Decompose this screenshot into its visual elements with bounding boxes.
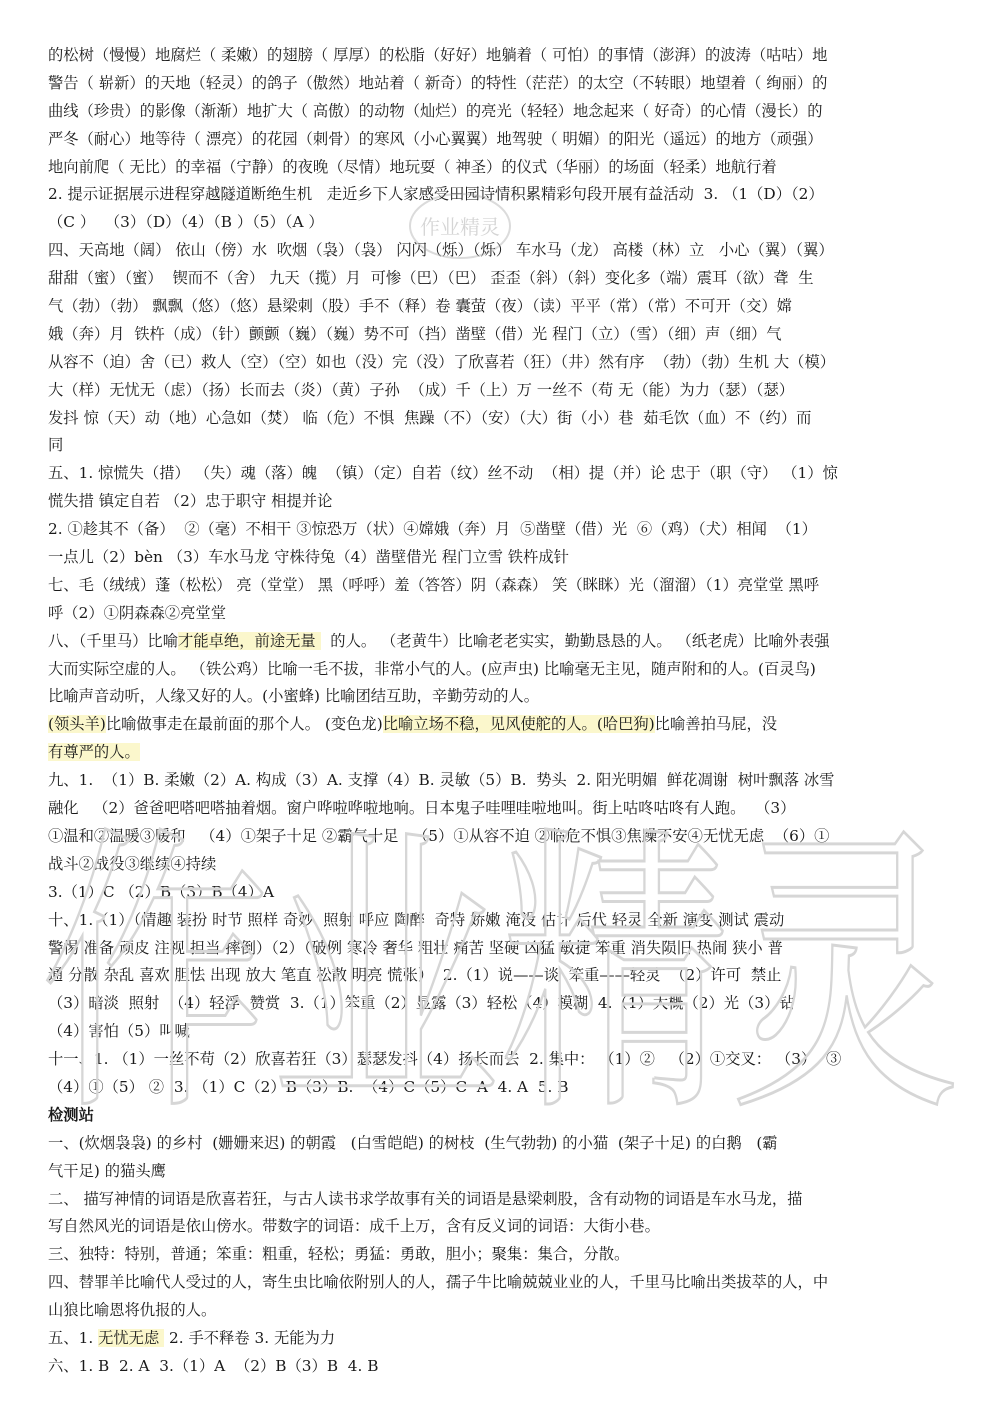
- text-line: [48, 349, 960, 377]
- text-line: [48, 405, 960, 433]
- text-segment: 大而实际空虚的人。 （铁公鸡）比喻一毛不拔，非常小气的人。(应声虫) 比喻毫无主见，随声附和的人。(百灵鸟): [48, 659, 816, 678]
- text-line: [48, 1213, 960, 1241]
- text-segment: 六、1. B 2. A 3.（1）A （2）B（3）B 4. B: [48, 1356, 379, 1375]
- text-segment: 气（勃）（勃） 飘飘（悠）（悠）悬梁刺（股）手不（释）卷 囊萤（夜）（读）平平（常）（常）不可开（交）嫦: [48, 297, 792, 316]
- text-segment: 气干足) 的猫头鹰: [48, 1161, 166, 1180]
- text-segment: 战斗②战役③继续④持续: [48, 854, 217, 873]
- text-line: [48, 1074, 960, 1102]
- text-line: [48, 990, 960, 1018]
- text-segment: 八、（千里马）比喻: [48, 631, 179, 650]
- text-line: [48, 1018, 960, 1046]
- text-segment: 2. 手不释卷 3. 无能为力: [164, 1328, 336, 1347]
- text-line: [48, 154, 960, 182]
- text-segment: 大（样）无忧无（虑）（扬）长而去（炎）（黄）子孙 （成）千（上）万 一丝不（苟 无（能）为力（瑟）（瑟）: [48, 380, 795, 399]
- text-segment: 曲线（珍贵）的影像（渐渐）地扩大（ 高傲）的动物（灿烂）的亮光（轻轻）地念起来（ 好奇）的心情（漫长）的: [48, 101, 823, 120]
- text-segment: （4）①（5） ② 3. （1）C（2）B（3）B. （4）C（5）C A 4. A 5. B: [48, 1077, 569, 1096]
- text-line: [48, 572, 960, 600]
- text-line: [48, 516, 960, 544]
- text-line: [48, 293, 960, 321]
- text-segment: 甜甜（蜜）（蜜） 锲而不（舍） 九天（揽）月 可惨（巴）（巴） 歪歪（斜）（斜）变化多（端）震耳（欲）聋 生: [48, 269, 814, 288]
- text-line: [48, 1186, 960, 1214]
- highlighted-text: 无忧无虑: [98, 1328, 165, 1347]
- text-line: [48, 962, 960, 990]
- text-segment: 的人。 （老黄牛）比喻老老实实，勤勤恳恳的人。 （纸老虎）比喻外表强: [320, 631, 830, 650]
- text-segment: 写自然风光的词语是依山傍水。带数字的词语：成千上万，含有反义词的词语：大街小巷。: [48, 1217, 660, 1236]
- text-segment: 五、1. 惊慌失（措） （失）魂（落）魄 （镇）（定）自若（纹）丝不动 （相）提（并）论 忠于（职（守） （1）惊: [48, 464, 838, 483]
- text-segment: 3.（1）C （2）B（3）B（4）A: [48, 882, 274, 901]
- answer-page: [48, 42, 960, 1381]
- text-segment: 比喻善拍马屁，没: [654, 715, 778, 734]
- highlighted-text: (领头羊): [48, 715, 106, 734]
- text-segment: 慌失措 镇定自若 （2）忠于职守 相提并论: [48, 492, 333, 511]
- text-segment: 的松树（慢慢）地腐烂（ 柔嫩）的翅膀（ 厚厚）的松脂（好好）地躺着（ 可怕）的事情（澎湃）的波涛（咕咕）地: [48, 46, 828, 64]
- text-segment: 通 分散 杂乱 喜欢 胆怯 出现 放大 笔直 松散 明亮 慌张） 2.（1）说——谈 笨重——轻灵 （2）许可 禁止: [48, 966, 782, 985]
- text-segment: 四、天高地（阔） 依山（傍）水 吹烟（袅）（袅） 闪闪（烁）（烁） 车水马（龙） 高楼（林）立 小心（翼）（翼）: [48, 241, 834, 260]
- text-segment: 比喻做事走在最前面的那个人。 (变色龙): [105, 715, 383, 734]
- section-heading: 检测站: [48, 1105, 94, 1124]
- text-segment: 一点儿（2）bèn （3）车水马龙 守株待兔（4）凿壁借光 程门立雪 铁杵成针: [48, 548, 569, 567]
- text-segment: 十、1.（1）（情趣 装扮 时节 照样 奇妙 照射 呼应 陶醉 奇特 娇嫩 淹没 估计 后代 轻灵 全新 演变 测试 震动: [48, 910, 785, 929]
- text-segment: 一、(炊烟袅袅) 的乡村 (姗姗来迟) 的朝霞 (白雪皑皑) 的树枝 (生气勃勃) 的小猫 (架子十足) 的白鹅 (霸: [48, 1133, 778, 1152]
- text-segment: 九、1. （1）B. 柔嫩（2）A. 构成（3）A. 支撑（4）B. 灵敏（5）B. 势头 2. 阳光明媚 鲜花凋谢 树叶飘落 冰雪: [48, 771, 835, 790]
- text-segment: 严冬（耐心）地等待（ 漂亮）的花园（刺骨）的寒风（小心翼翼）地驾驶（ 明媚）的阳光（遥远）的地方（顽强）: [48, 129, 823, 148]
- text-line: [48, 1269, 960, 1297]
- text-line: [48, 656, 960, 684]
- text-line: [48, 42, 960, 70]
- text-line: [48, 237, 960, 265]
- text-line: [48, 879, 960, 907]
- text-segment: 2. 提示证据展示进程穿越隧道断绝生机 走近乡下人家感受田园诗情积累精彩句段开展有益活动 3. （1（D）（2）: [48, 185, 824, 204]
- text-line: [48, 126, 960, 154]
- text-line: [48, 209, 960, 237]
- text-line: [48, 1325, 960, 1353]
- text-line: [48, 1353, 960, 1381]
- text-line: [48, 1102, 960, 1130]
- text-segment: （C ） （3）（D）（4）（B ）（5）（A ）: [48, 213, 324, 232]
- text-segment: 五、1.: [48, 1328, 99, 1347]
- highlighted-text: 才能卓绝，前途无量: [178, 631, 321, 650]
- text-segment: 地向前爬（ 无比）的幸福（宁静）的夜晚（尽情）地玩耍（ 神圣）的仪式（华丽）的场面（轻柔）地航行着: [48, 157, 777, 176]
- text-line: [48, 1046, 960, 1074]
- text-line: [48, 1241, 960, 1269]
- text-segment: 比喻声音动听，人缘又好的人。(小蜜蜂) 比喻团结互助，辛勤劳动的人。: [48, 687, 540, 706]
- text-line: [48, 488, 960, 516]
- text-segment: （4）害怕（5）叫喊: [48, 1022, 190, 1041]
- text-line: [48, 767, 960, 795]
- text-line: [48, 795, 960, 823]
- text-segment: 二、 描写神情的词语是欣喜若狂，与古人读书求学故事有关的词语是悬梁刺股，含有动物的词语是车水马龙，描: [48, 1189, 803, 1208]
- text-segment: 2. ①趁其不（备） ②（毫）不相干 ③惊恐万（状）④嫦娥（奔）月 ⑤凿壁（借）光 ⑥（鸡）（犬）相闻 （1）: [48, 520, 817, 539]
- text-line: [48, 1158, 960, 1186]
- text-line: [48, 265, 960, 293]
- text-segment: 呼（2）①阴森森②亮堂堂: [48, 603, 226, 622]
- text-line: [48, 1297, 960, 1325]
- text-line: [48, 321, 960, 349]
- text-segment: 十一、1. （1）一丝不苟（2）欣喜若狂（3）瑟瑟发抖（4）扬长而去 2. 集中： （1）② （2）①交叉： （3） ③: [48, 1050, 842, 1069]
- text-line: [48, 377, 960, 405]
- text-line: [48, 98, 960, 126]
- text-segment: 警告（ 崭新）的天地（轻灵）的鸽子（傲然）地站着（ 新奇）的特性（茫茫）的太空（不转眼）地望着（ 绚丽）的: [48, 73, 828, 92]
- text-line: [48, 711, 960, 739]
- highlighted-text: 比喻立场不稳，见风使舵的人。(哈巴狗): [382, 715, 655, 734]
- text-line: [48, 432, 960, 460]
- text-line: [48, 683, 960, 711]
- text-segment: （3）暗淡 照射 （4）轻浮 赞赏 3.（1）笨重（2）显露（3）轻松（4）模糊 4.（1）大概（2）光（3）钻: [48, 994, 795, 1013]
- text-line: [48, 181, 960, 209]
- text-line: [48, 544, 960, 572]
- text-segment: 三、独特：特别，普通；笨重：粗重，轻松；勇猛：勇敢，胆小；聚集：集合，分散。: [48, 1245, 630, 1264]
- text-segment: 警惕 准备 顽皮 注视 担当 摔倒）（2）（破例 寒冷 奢华 粗壮 痛苦 坚硬 凶猛 敏捷 笨重 消失陨旧 热闹 狭小 普: [48, 938, 783, 957]
- text-line: [48, 739, 960, 767]
- text-segment: 娥（奔）月 铁杵（成）（针）颤颤（巍）（巍）势不可（挡）凿壁（借）光 程门（立）（雪）（细）声（细）气: [48, 324, 782, 343]
- text-segment: ①温和②温暖③暖和 （4）①架子十足 ②霸气十足 （5）①从容不迫 ②临危不惧③焦躁不安④无忧无虑 （6）①: [48, 826, 830, 845]
- highlighted-text: 有尊严的人。: [48, 743, 140, 762]
- watermark-text: 作业精灵: [40, 802, 960, 1140]
- text-segment: 从容不（迫）舍（已）救人（空）（空）如也（没）完（没）了欣喜若（狂）（井）然有序 （勃）（勃）生机 大（模）: [48, 352, 836, 371]
- text-line: [48, 851, 960, 879]
- text-line: [48, 823, 960, 851]
- text-line: [48, 935, 960, 963]
- text-segment: 四、替罪羊比喻代人受过的人，寄生虫比喻依附别人的人，孺子牛比喻兢兢业业的人，千里马比喻出类拔萃的人，中: [48, 1273, 829, 1292]
- text-segment: 山狼比喻恩将仇报的人。: [48, 1301, 217, 1320]
- text-line: [48, 1130, 960, 1158]
- text-segment: 融化 （2）爸爸吧嗒吧嗒抽着烟。窗户哗啦哗啦地响。日本鬼子哇哩哇啦地叫。街上咕咚咕咚有人跑。 （3）: [48, 799, 796, 818]
- stamp-text: 作业精灵: [420, 215, 500, 239]
- text-segment: 七、毛（绒绒）蓬（松松） 亮（堂堂） 黑（呼呼）羞（答答）阴（森森） 笑（眯眯）光（溜溜）（1）亮堂堂 黑呼: [48, 575, 820, 594]
- text-line: [48, 70, 960, 98]
- text-line: [48, 628, 960, 656]
- text-line: [48, 907, 960, 935]
- text-segment: 同: [48, 436, 64, 455]
- text-segment: 发抖 惊（天）动（地）心急如（焚） 临（危）不惧 焦躁（不）（安）（大）街（小）巷 茹毛饮（血）不（约）而: [48, 408, 812, 427]
- text-line: [48, 600, 960, 628]
- text-line: [48, 460, 960, 488]
